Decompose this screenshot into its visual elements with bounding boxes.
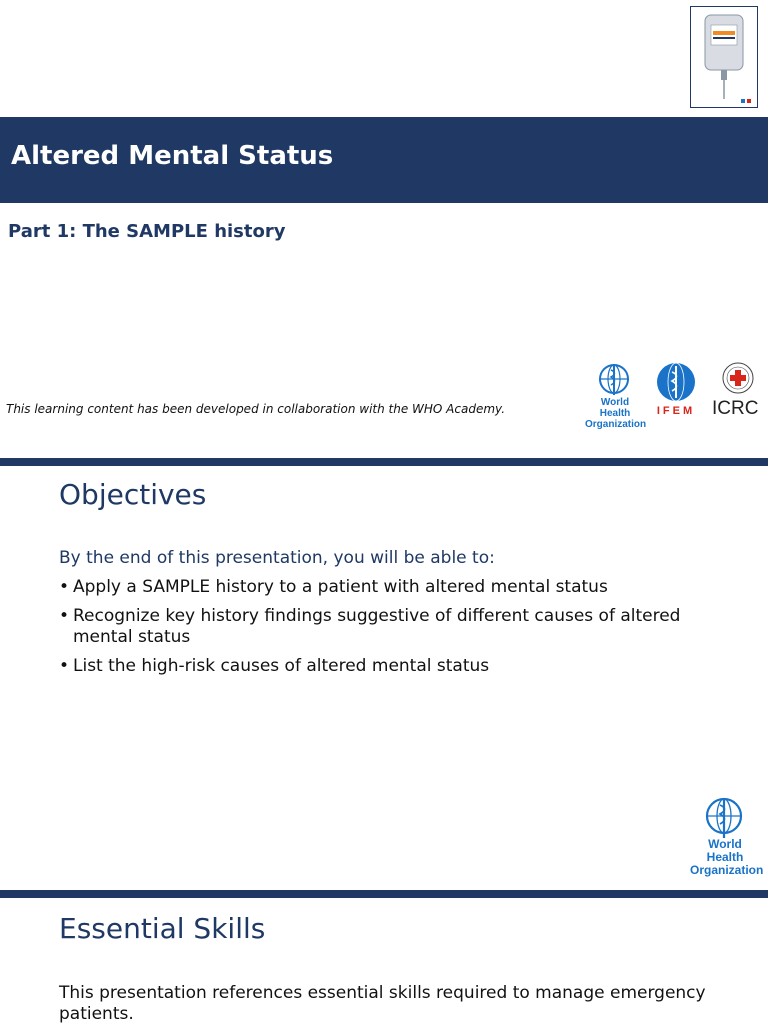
title-band	[0, 117, 768, 203]
objectives-lead: By the end of this presentation, you will be able to:	[59, 548, 495, 568]
cover-thumbnail	[690, 6, 758, 108]
iv-bag-icon	[691, 7, 757, 107]
essential-skills-body: This presentation references essential skills required to manage emergency patients.	[59, 983, 706, 1024]
icrc-logo-text: ICRC	[712, 398, 759, 419]
who-logo-text	[585, 397, 645, 430]
who-emblem-icon	[700, 796, 748, 840]
who-logo-line2: Organization	[585, 419, 647, 430]
objectives-title: Objectives	[59, 478, 207, 511]
icrc-emblem-icon	[722, 362, 754, 394]
collaboration-note: This learning content has been developed in collaboration with the WHO Academy.	[6, 402, 506, 416]
ifem-logo-text: IFEM	[656, 405, 696, 417]
ifem-emblem-icon	[650, 362, 702, 402]
slide-divider	[0, 890, 768, 898]
slide-title: Altered Mental Status	[11, 141, 334, 171]
list-item: • List the high-risk causes of altered mental status	[59, 656, 709, 677]
list-item: • Recognize key history findings suggestive of different causes of altered mental status	[59, 606, 709, 648]
who-logo-line1: World Health	[706, 837, 744, 864]
who-logo-line2: Organization	[690, 863, 764, 877]
who-logo-text	[690, 837, 764, 877]
slide-divider	[0, 458, 768, 466]
who-logo-line1: World Health	[599, 397, 631, 419]
essential-skills-title: Essential Skills	[59, 912, 266, 945]
objectives-list	[59, 577, 709, 685]
slide-subtitle: Part 1: The SAMPLE history	[8, 221, 286, 242]
title-slide	[0, 0, 768, 455]
list-item: • Apply a SAMPLE history to a patient with altered mental status	[59, 577, 709, 598]
